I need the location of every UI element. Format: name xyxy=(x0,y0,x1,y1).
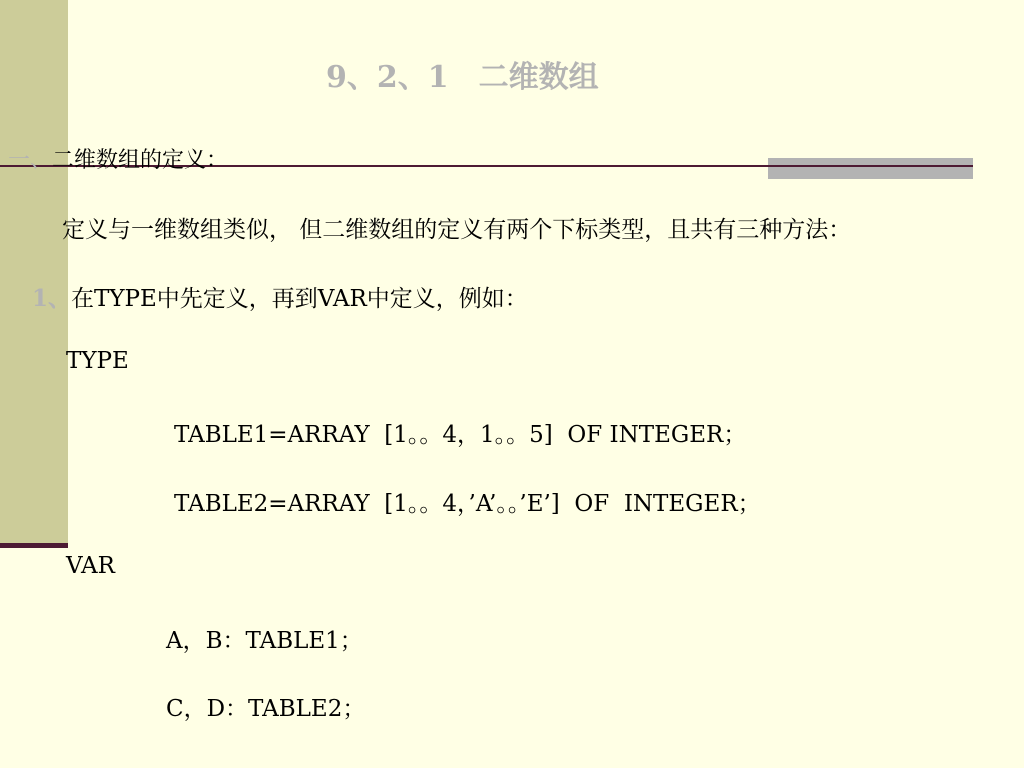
code-var-ab-declaration: A，B：TABLE1； xyxy=(166,628,363,654)
code-var-keyword: VAR xyxy=(66,553,115,579)
heading-accent-bar xyxy=(768,158,973,179)
code-table2-definition: TABLE2=ARRAY [1。。4，’A’。。’E’] OF INTEGER； xyxy=(174,491,761,517)
section-heading xyxy=(8,143,228,174)
code-type-keyword: TYPE xyxy=(66,348,129,374)
method-1-number: 1、 xyxy=(32,285,72,312)
code-table1-definition: TABLE1=ARRAY [1。。4，1。。5] OF INTEGER； xyxy=(174,422,747,448)
section-heading-text: 二维数组的定义： xyxy=(52,148,229,173)
left-sidebar-decoration xyxy=(0,0,68,546)
method-1-line xyxy=(32,280,528,313)
code-var-cd-declaration: C，D：TABLE2； xyxy=(166,696,366,722)
method-1-text: 在TYPE中先定义，再到VAR中定义，例如： xyxy=(71,286,528,312)
section-number: 一、 xyxy=(8,148,53,173)
intro-text: 定义与一维数组类似， 但二维数组的定义有两个下标类型，且共有三种方法： xyxy=(62,217,852,243)
sidebar-underline-decoration xyxy=(0,543,68,548)
slide-title: 9、2、1 二维数组 xyxy=(326,60,599,95)
